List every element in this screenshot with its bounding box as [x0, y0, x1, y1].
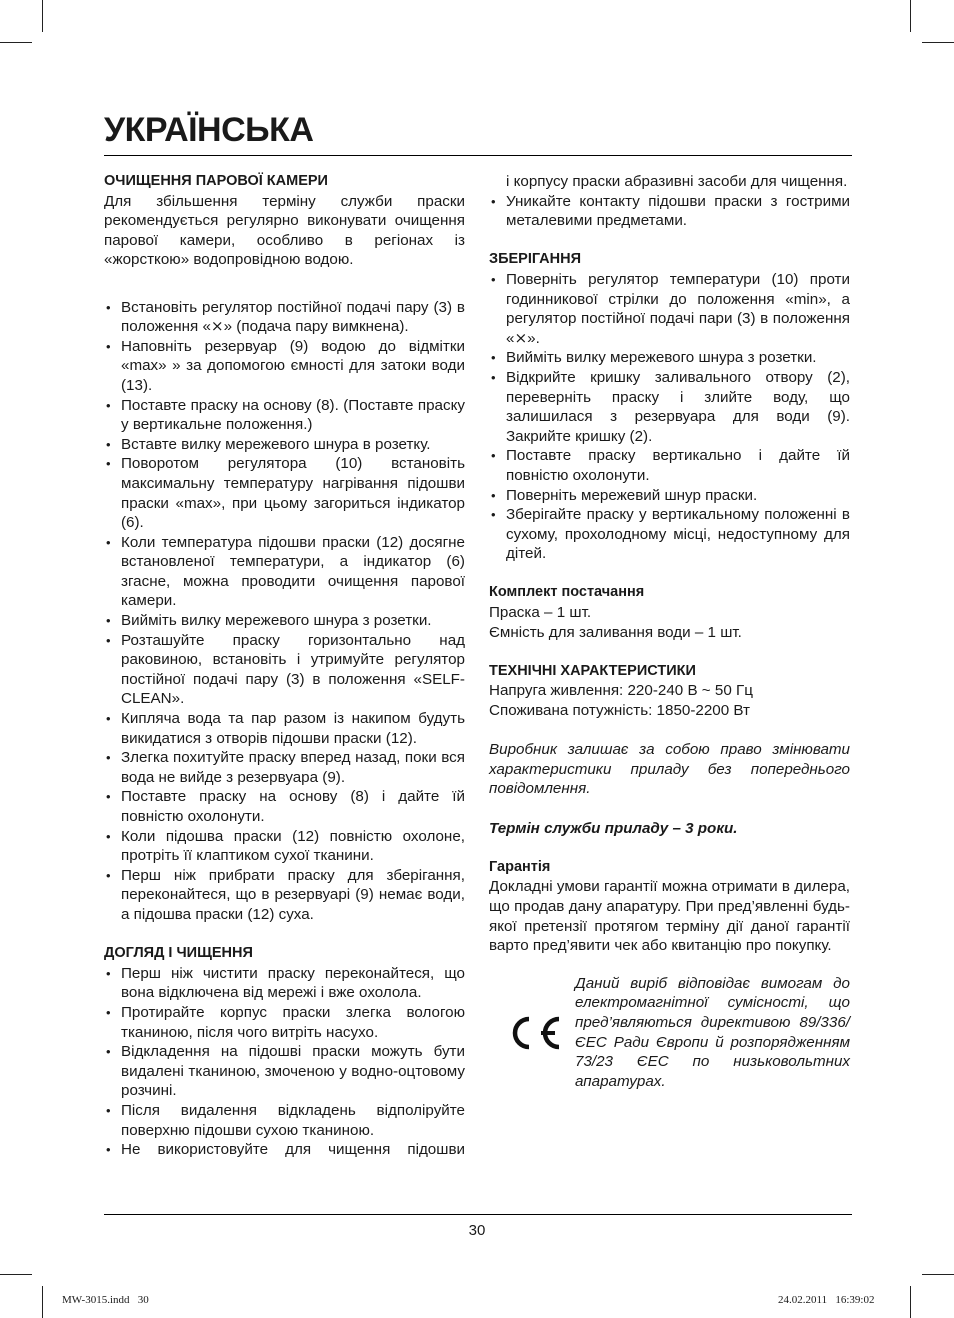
list-item: • Вийміть вилку мережевого шнура з розетки.: [489, 348, 850, 368]
care-steps-list-continued: [489, 172, 850, 231]
crop-mark: [910, 0, 911, 32]
ce-mark-icon: [489, 1003, 575, 1063]
list-item: • Коли підошва праски (12) повністю охолоне, протріть її клаптиком сухої тканини.: [104, 827, 465, 866]
list-item: • Встановіть регулятор постійної подачі пару (3) в положення «⨯» (подача пару вимкнена).: [104, 298, 465, 337]
list-item: • Наповніть резервуар (9) водою до відмітки «max» » за допомогою ємності для затоки води (13).: [104, 337, 465, 396]
list-item-continuation: і корпусу праски абразивні засоби для чищення.: [506, 173, 848, 190]
list-item: • Зберігайте праску у вертикальному положенні в сухому, прохолодному місці, недоступному для дітей.: [489, 505, 850, 564]
list-item: • Поверніть мережевий шнур праски.: [489, 486, 850, 506]
package-item: Ємність для заливання води – 1 шт.: [489, 623, 742, 641]
cleaning-intro: Для збільшення терміну служби праски рекомендується регулярно виконувати очищення парової камери, особливо в регіонах із «жорсткою» водопровідною водою.: [104, 192, 465, 269]
list-item: • Поставте праску вертикально і дайте їй повністю охолонути.: [489, 446, 850, 485]
list-item: • Вставте вилку мережевого шнура в розетку.: [104, 435, 465, 455]
list-item: • Коли температура підошви праски (12) досягне встановленої температури, а індикатор (6) згасне, можна проводити очищення парової камери.: [104, 533, 465, 611]
section-title-storage: ЗБЕРІГАННЯ: [489, 251, 582, 268]
crop-mark: [42, 1286, 43, 1318]
list-item: • Протирайте корпус праски злегка вологою тканиною, після чого витріть насухо.: [104, 1003, 465, 1042]
service-life: Термін служби приладу – 3 роки.: [489, 819, 738, 837]
list-item: • Відкладення на підошві праски можуть бути видалені тканиною, змоченою у водно-оцтовому розчині.: [104, 1042, 465, 1101]
list-item: • Після видалення відкладень відполіруйте поверхню підошви сухою тканиною.: [104, 1101, 465, 1140]
list-item: • Кипляча вода та пар разом із накипом будуть викидатися з отворів підошви праски (12).: [104, 709, 465, 748]
list-item: • Перш ніж чистити праску переконайтеся, що вона відключена від мережі і вже охолола.: [104, 964, 465, 1003]
list-item: • Відкрийте кришку заливального отвору (2), переверніть праску і злийте воду, що залишилася з резервуара для води (9). Закрийте кришку (2).: [489, 368, 850, 446]
header-rule: [104, 155, 852, 156]
list-item: • Злегка похитуйте праску вперед назад, поки вся вода не вийде з резервуара (9).: [104, 748, 465, 787]
crop-mark: [42, 0, 43, 32]
footer-rule: [104, 1214, 852, 1215]
crop-mark: [910, 1286, 911, 1318]
care-steps-list: [104, 964, 465, 1160]
crop-mark: [0, 42, 32, 43]
section-title-warranty: Гарантія: [489, 858, 551, 875]
package-item: Праска – 1 шт.: [489, 604, 592, 622]
file-datetime: 24.02.2011 16:39:02: [778, 1294, 875, 1306]
list-item: • Вийміть вилку мережевого шнура з розетки.: [104, 611, 465, 631]
ce-text: Даний виріб відповідає вимогам до електромагнітної сумісності, що пред’являються директивою 89/336/ЄЕС Ради Європи й розпорядженням 73/23 ЄЕС по низьковольтних апаратурах.: [575, 974, 850, 1090]
cleaning-steps-list: [104, 298, 465, 925]
page-title: УКРАЇНСЬКА: [104, 111, 314, 149]
crop-mark: [922, 1274, 954, 1275]
section-title-specs: ТЕХНІЧНІ ХАРАКТЕРИСТИКИ: [489, 662, 696, 679]
list-item: • Поверніть регулятор температури (10) проти годинникової стрілки до положення «min», а регулятор постійної подачі пари (3) в положення «⨯».: [489, 270, 850, 348]
list-item: • Поворотом регулятора (10) встановіть максимальну температуру нагрівання підошви праски «max», при цьому загориться індикатор (6).: [104, 454, 465, 532]
ce-compliance: [489, 974, 850, 1092]
section-title-cleaning: ОЧИЩЕННЯ ПАРОВОЇ КАМЕРИ: [104, 173, 328, 189]
crop-mark: [922, 42, 954, 43]
spec-power: Споживана потужність: 1850-2200 Вт: [489, 702, 750, 720]
list-item: • Не використовуйте для чищення підошви: [104, 1140, 465, 1160]
list-item: • Розташуйте праску горизонтально над раковиною, встановіть і утримуйте регулятор постійної подачі пару (3) в положення «SELF-CLEAN».: [104, 631, 465, 709]
storage-steps-list: [489, 270, 850, 564]
file-label: MW-3015.indd 30: [62, 1294, 149, 1306]
page-number: 30: [468, 1222, 486, 1239]
section-title-package: Комплект постачання: [489, 584, 645, 601]
list-item: • Уникайте контакту підошви праски з гострими металевими предметами.: [489, 192, 850, 231]
right-column: [489, 172, 850, 1091]
left-column: [104, 172, 465, 1160]
list-item: • Поставте праску на основу (8). (Поставте праску у вертикальне положення.): [104, 396, 465, 435]
list-item: • Поставте праску на основу (8) і дайте їй повністю охолонути.: [104, 787, 465, 826]
manufacturer-note: Виробник залишає за собою право змінювати характеристики приладу без попереднього повідомлення.: [489, 741, 850, 798]
section-title-care: ДОГЛЯД І ЧИЩЕННЯ: [104, 945, 253, 962]
spec-voltage: Напруга живлення: 220-240 В ~ 50 Гц: [489, 682, 753, 700]
list-item: • Перш ніж прибрати праску для зберігання, переконайтеся, що в резервуарі (9) немає води, а підошва праски (12) суха.: [104, 866, 465, 925]
crop-mark: [0, 1274, 32, 1275]
warranty-text: Докладні умови гарантії можна отримати в дилера, що продав дану апаратуру. При пред’явленні будь-якої претензії протягом терміну дії даної гарантії варто пред’явити чек або квитанцію про покупку.: [489, 878, 850, 955]
